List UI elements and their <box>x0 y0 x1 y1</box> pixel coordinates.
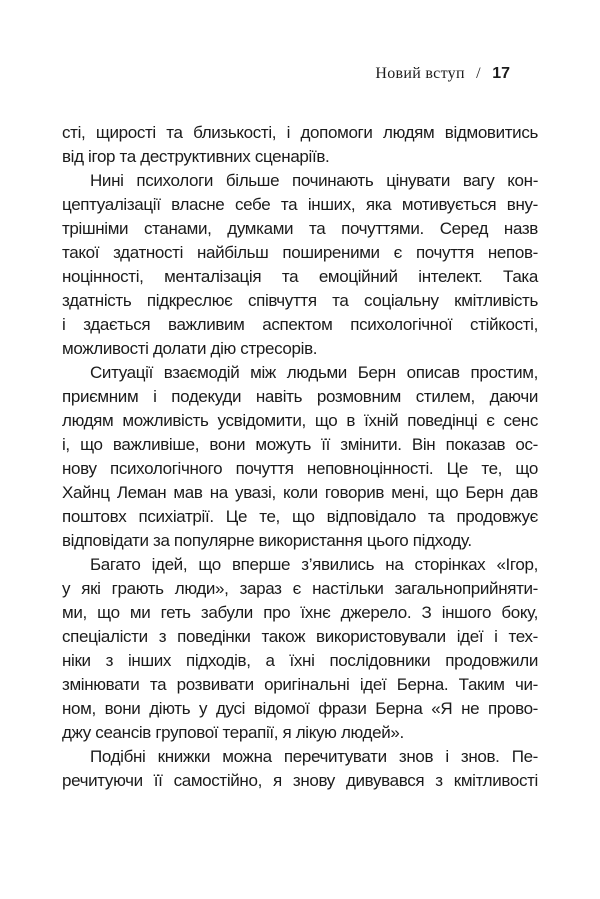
text-line: здатність підкреслює співчуття та соціальну кмітливість <box>62 291 538 310</box>
text-line: можливості долати дію стресорів. <box>62 339 318 358</box>
text-line: сті, щирості та близькості, і допомоги людям відмовитись <box>62 123 538 142</box>
header-separator: / <box>476 65 481 82</box>
text-line: у які грають люди», зараз є настільки загальноприйняти- <box>62 579 538 598</box>
text-line: такої здатності найбільш поширеними є почуття непов- <box>62 243 538 262</box>
paragraph <box>62 361 538 553</box>
text-line: відповідати за популярне використання цього підходу. <box>62 531 472 550</box>
paragraph <box>62 169 538 361</box>
text-line: від ігор та деструктивних сценаріїв. <box>62 147 330 166</box>
text-line: Нині психологи більше починають цінувати вагу кон- <box>90 171 538 190</box>
text-line: нову психологічного почуття неповноцінності. Це те, що <box>62 459 538 478</box>
text-line: речитуючи її самостійно, я знову дивувався з кмітливості <box>62 771 538 790</box>
text-line: Хайнц Леман мав на увазі, коли говорив мені, що Берн дав <box>62 483 538 502</box>
chapter-title: Новий вступ <box>375 65 465 82</box>
text-line: цептуалізації власне себе та інших, яка мотивується вну- <box>62 195 538 214</box>
text-line: приємним і подекуди навіть розмовним стилем, даючи <box>62 387 538 406</box>
text-line: людям можливість усвідомити, що в їхній поведінці є сенс <box>62 411 538 430</box>
text-line: спеціалісти з поведінки також використовували ідеї і тех- <box>62 627 538 646</box>
text-line: і, що важливіше, вони можуть її змінити. Він показав ос- <box>62 435 538 454</box>
paragraph <box>62 745 538 793</box>
text-line: ном, вони діють у дусі відомої фрази Берна «Я не прово- <box>62 699 538 718</box>
paragraph <box>62 553 538 745</box>
text-line: ми, що ми геть забули про їхнє джерело. З іншого боку, <box>62 603 538 622</box>
running-header <box>375 66 510 82</box>
paragraph <box>62 121 538 169</box>
text-line: Багато ідей, що вперше з’явились на сторінках «Ігор, <box>90 555 538 574</box>
text-line: трішніми станами, думками та почуттями. Серед назв <box>62 219 538 238</box>
text-line: ніки з інших підходів, а їхні послідовники продовжили <box>62 651 538 670</box>
text-line: змінювати та розвивати оригінальні ідеї Берна. Таким чи- <box>62 675 538 694</box>
text-line: і здається важливим аспектом психологічної стійкості, <box>62 315 538 334</box>
text-line: Ситуації взаємодій між людьми Берн описав простим, <box>90 363 538 382</box>
text-line: поштовх психіатрії. Це те, що відповідало та продовжує <box>62 507 538 526</box>
text-line: ноцінності, менталізація та емоційний інтелект. Така <box>62 267 538 286</box>
text-line: Подібні книжки можна перечитувати знов і знов. Пе- <box>90 747 538 766</box>
page-text <box>62 121 538 793</box>
page-number: 17 <box>492 65 510 82</box>
text-line: джу сеансів групової терапії, я лікую людей». <box>62 723 404 742</box>
